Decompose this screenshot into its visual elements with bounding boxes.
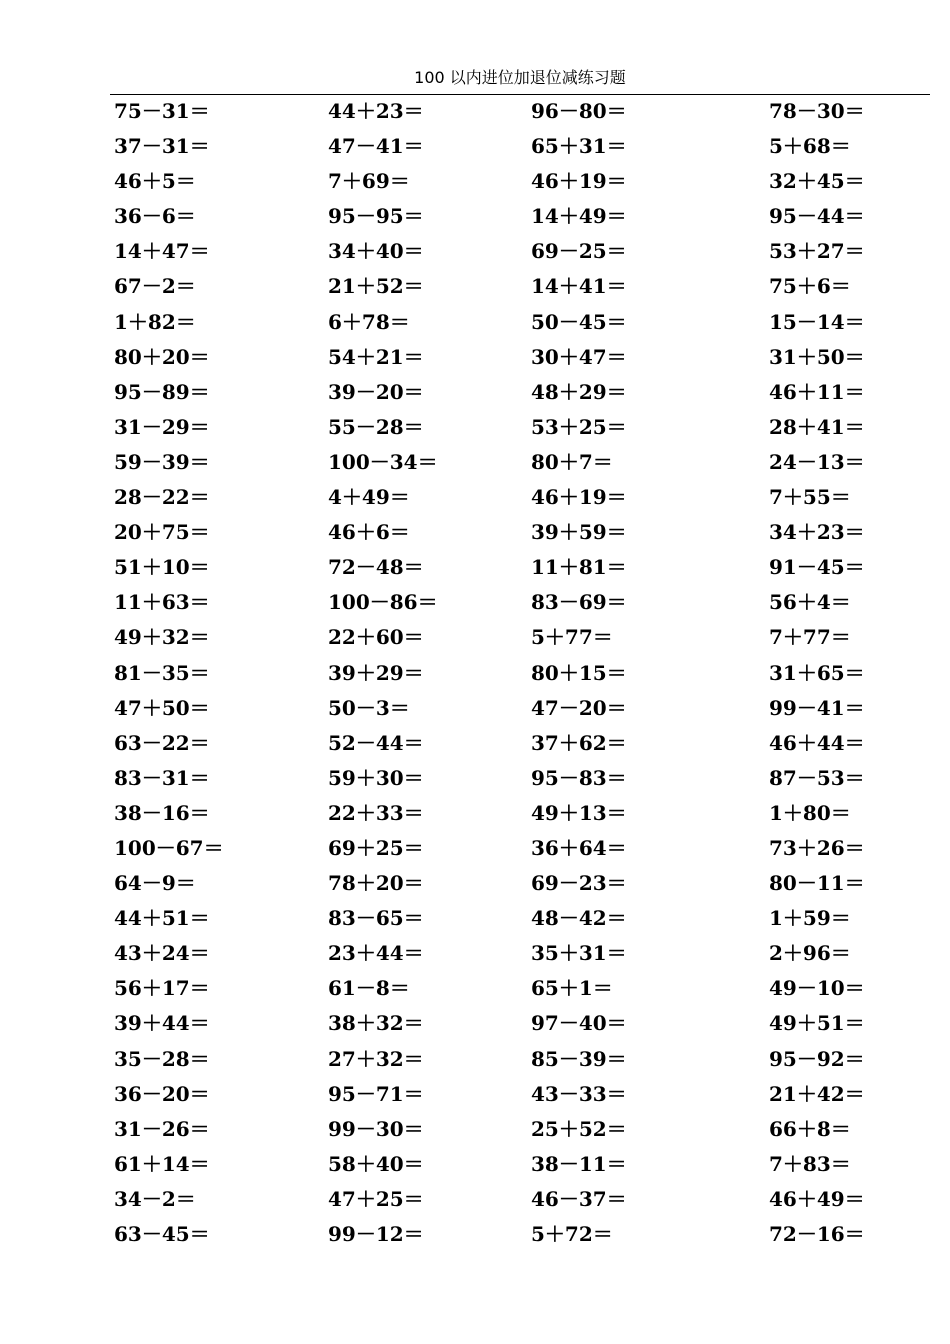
problem-cell: 15－14＝	[769, 309, 865, 334]
problem-cell: 91－45＝	[769, 555, 865, 580]
problem-cell: 28＋41＝	[769, 414, 865, 439]
problem-cell: 38＋32＝	[328, 1011, 424, 1036]
problem-cell: 7＋77＝	[769, 625, 851, 650]
problem-cell: 99－30＝	[328, 1116, 424, 1141]
problem-cell: 49＋32＝	[114, 625, 210, 650]
problem-cell: 11＋81＝	[531, 555, 627, 580]
problem-cell: 4＋49＝	[328, 485, 410, 510]
problem-cell: 5＋77＝	[531, 625, 613, 650]
problem-cell: 46＋49＝	[769, 1186, 865, 1211]
problem-cell: 30＋47＝	[531, 344, 627, 369]
problem-cell: 7＋69＝	[328, 169, 410, 194]
problem-row	[114, 410, 930, 445]
problem-cell: 73＋26＝	[769, 835, 865, 860]
problem-cell: 44＋23＝	[328, 99, 424, 123]
problem-cell: 65＋1＝	[531, 976, 613, 1001]
problem-cell: 80－11＝	[769, 871, 865, 896]
problem-cell: 95－83＝	[531, 765, 627, 790]
problem-cell: 64－9＝	[114, 871, 196, 896]
problem-cell: 24－13＝	[769, 449, 865, 474]
problem-cell: 34＋23＝	[769, 520, 865, 545]
problem-row	[114, 726, 930, 761]
problem-cell: 80＋20＝	[114, 344, 210, 369]
problem-row	[114, 199, 930, 234]
problem-cell: 50－3＝	[328, 695, 410, 720]
problem-row	[114, 796, 930, 831]
problem-cell: 7＋83＝	[769, 1151, 851, 1176]
problem-cell: 95－95＝	[328, 204, 424, 229]
problem-cell: 95－71＝	[328, 1081, 424, 1106]
problem-cell: 21＋42＝	[769, 1081, 865, 1106]
problem-cell: 52－44＝	[328, 730, 424, 755]
problem-cell: 31＋65＝	[769, 660, 865, 685]
problem-cell: 49＋13＝	[531, 800, 627, 825]
problem-cell: 25＋52＝	[531, 1116, 627, 1141]
problem-cell: 83－65＝	[328, 906, 424, 931]
problem-row	[114, 691, 930, 726]
problem-cell: 75－31＝	[114, 99, 210, 123]
problem-cell: 28－22＝	[114, 485, 210, 510]
problem-cell: 69－25＝	[531, 239, 627, 264]
problem-cell: 43＋24＝	[114, 941, 210, 966]
problem-cell: 49＋51＝	[769, 1011, 865, 1036]
problem-cell: 78＋20＝	[328, 871, 424, 896]
problem-cell: 85－39＝	[531, 1046, 627, 1071]
problem-cell: 46＋19＝	[531, 169, 627, 194]
problem-row	[114, 831, 930, 866]
problem-cell: 37－31＝	[114, 134, 210, 159]
problem-row	[114, 620, 930, 655]
problem-cell: 47＋50＝	[114, 695, 210, 720]
problem-cell: 100－34＝	[328, 449, 438, 474]
problem-row	[114, 866, 930, 901]
problem-cell: 27＋32＝	[328, 1046, 424, 1071]
problem-cell: 36－6＝	[114, 204, 196, 229]
problem-row	[114, 1217, 930, 1252]
problem-cell: 14＋47＝	[114, 239, 210, 264]
problem-cell: 22＋33＝	[328, 800, 424, 825]
problem-cell: 95－92＝	[769, 1046, 865, 1071]
problem-cell: 23＋44＝	[328, 941, 424, 966]
problem-cell: 39－20＝	[328, 379, 424, 404]
problem-cell: 21＋52＝	[328, 274, 424, 299]
problem-row	[114, 901, 930, 936]
problem-cell: 49－10＝	[769, 976, 865, 1001]
problem-row	[114, 305, 930, 340]
problem-cell: 39＋59＝	[531, 520, 627, 545]
problem-cell: 53＋25＝	[531, 414, 627, 439]
problem-row	[114, 1077, 930, 1112]
problem-row	[114, 936, 930, 971]
problem-cell: 36－20＝	[114, 1081, 210, 1106]
problem-cell: 78－30＝	[769, 99, 865, 123]
problem-cell: 39＋29＝	[328, 660, 424, 685]
problem-cell: 56＋17＝	[114, 976, 210, 1001]
problem-cell: 2＋96＝	[769, 941, 851, 966]
problem-cell: 46＋6＝	[328, 520, 410, 545]
problem-row	[114, 340, 930, 375]
problem-cell: 83－69＝	[531, 590, 627, 615]
problem-cell: 47－20＝	[531, 695, 627, 720]
problem-row	[114, 1147, 930, 1182]
problem-row	[114, 375, 930, 410]
problem-cell: 59－39＝	[114, 449, 210, 474]
problem-cell: 1＋82＝	[114, 309, 196, 334]
problem-cell: 55－28＝	[328, 414, 424, 439]
problem-cell: 39＋44＝	[114, 1011, 210, 1036]
problem-row	[114, 445, 930, 480]
problem-cell: 20＋75＝	[114, 520, 210, 545]
problem-cell: 7＋55＝	[769, 485, 851, 510]
problem-cell: 48－42＝	[531, 906, 627, 931]
problem-cell: 1＋80＝	[769, 800, 851, 825]
problem-grid	[114, 94, 930, 1252]
problem-row	[114, 656, 930, 691]
problem-cell: 14＋41＝	[531, 274, 627, 299]
problem-cell: 38－16＝	[114, 800, 210, 825]
problem-row	[114, 269, 930, 304]
problem-cell: 46－37＝	[531, 1186, 627, 1211]
problem-cell: 59＋30＝	[328, 765, 424, 790]
problem-cell: 5＋72＝	[531, 1222, 613, 1246]
problem-cell: 36＋64＝	[531, 835, 627, 860]
problem-cell: 34－2＝	[114, 1186, 196, 1211]
problem-cell: 95－44＝	[769, 204, 865, 229]
problem-cell: 5＋68＝	[769, 134, 851, 159]
problem-cell: 11＋63＝	[114, 590, 210, 615]
problem-row	[114, 515, 930, 550]
page-title: 100 以内进位加退位减练习题	[414, 68, 626, 87]
problem-cell: 53＋27＝	[769, 239, 865, 264]
problem-cell: 65＋31＝	[531, 134, 627, 159]
problem-cell: 48＋29＝	[531, 379, 627, 404]
problem-cell: 35＋31＝	[531, 941, 627, 966]
problem-cell: 97－40＝	[531, 1011, 627, 1036]
problem-cell: 83－31＝	[114, 765, 210, 790]
problem-cell: 35－28＝	[114, 1046, 210, 1071]
problem-cell: 46＋5＝	[114, 169, 196, 194]
problem-cell: 6＋78＝	[328, 309, 410, 334]
problem-cell: 100－86＝	[328, 590, 438, 615]
problem-cell: 100－67＝	[114, 835, 224, 860]
problem-row	[114, 164, 930, 199]
problem-row	[114, 1182, 930, 1217]
problem-cell: 32＋45＝	[769, 169, 865, 194]
problem-cell: 81－35＝	[114, 660, 210, 685]
problem-cell: 50－45＝	[531, 309, 627, 334]
problem-row	[114, 234, 930, 269]
problem-cell: 43－33＝	[531, 1081, 627, 1106]
problem-cell: 47＋25＝	[328, 1186, 424, 1211]
problem-cell: 1＋59＝	[769, 906, 851, 931]
problem-row	[114, 971, 930, 1006]
problem-row	[114, 550, 930, 585]
problem-row	[114, 1006, 930, 1041]
problem-cell: 66＋8＝	[769, 1116, 851, 1141]
problem-cell: 72－16＝	[769, 1222, 865, 1246]
problem-cell: 69＋25＝	[328, 835, 424, 860]
problem-row	[114, 761, 930, 796]
problem-cell: 67－2＝	[114, 274, 196, 299]
problem-row	[114, 94, 930, 129]
problem-cell: 96－80＝	[531, 99, 627, 123]
problem-row	[114, 585, 930, 620]
problem-cell: 54＋21＝	[328, 344, 424, 369]
problem-row	[114, 1112, 930, 1147]
problem-cell: 61－8＝	[328, 976, 410, 1001]
problem-cell: 46＋19＝	[531, 485, 627, 510]
problem-cell: 37＋62＝	[531, 730, 627, 755]
problem-cell: 80＋7＝	[531, 449, 613, 474]
problem-cell: 80＋15＝	[531, 660, 627, 685]
problem-cell: 58＋40＝	[328, 1151, 424, 1176]
problem-row	[114, 129, 930, 164]
problem-cell: 87－53＝	[769, 765, 865, 790]
problem-cell: 61＋14＝	[114, 1151, 210, 1176]
problem-cell: 44＋51＝	[114, 906, 210, 931]
problem-cell: 38－11＝	[531, 1151, 627, 1176]
problem-cell: 63－22＝	[114, 730, 210, 755]
problem-cell: 99－41＝	[769, 695, 865, 720]
problem-cell: 51＋10＝	[114, 555, 210, 580]
problem-cell: 34＋40＝	[328, 239, 424, 264]
problem-row	[114, 1042, 930, 1077]
problem-cell: 99－12＝	[328, 1222, 424, 1246]
problem-cell: 46＋11＝	[769, 379, 865, 404]
problem-cell: 31＋50＝	[769, 344, 865, 369]
problem-cell: 69－23＝	[531, 871, 627, 896]
problem-cell: 56＋4＝	[769, 590, 851, 615]
problem-cell: 95－89＝	[114, 379, 210, 404]
problem-cell: 31－29＝	[114, 414, 210, 439]
problem-cell: 31－26＝	[114, 1116, 210, 1141]
problem-cell: 72－48＝	[328, 555, 424, 580]
problem-cell: 47－41＝	[328, 134, 424, 159]
problem-row	[114, 480, 930, 515]
problem-cell: 46＋44＝	[769, 730, 865, 755]
problem-cell: 63－45＝	[114, 1222, 210, 1246]
problem-cell: 75＋6＝	[769, 274, 851, 299]
problem-cell: 22＋60＝	[328, 625, 424, 650]
problem-cell: 14＋49＝	[531, 204, 627, 229]
